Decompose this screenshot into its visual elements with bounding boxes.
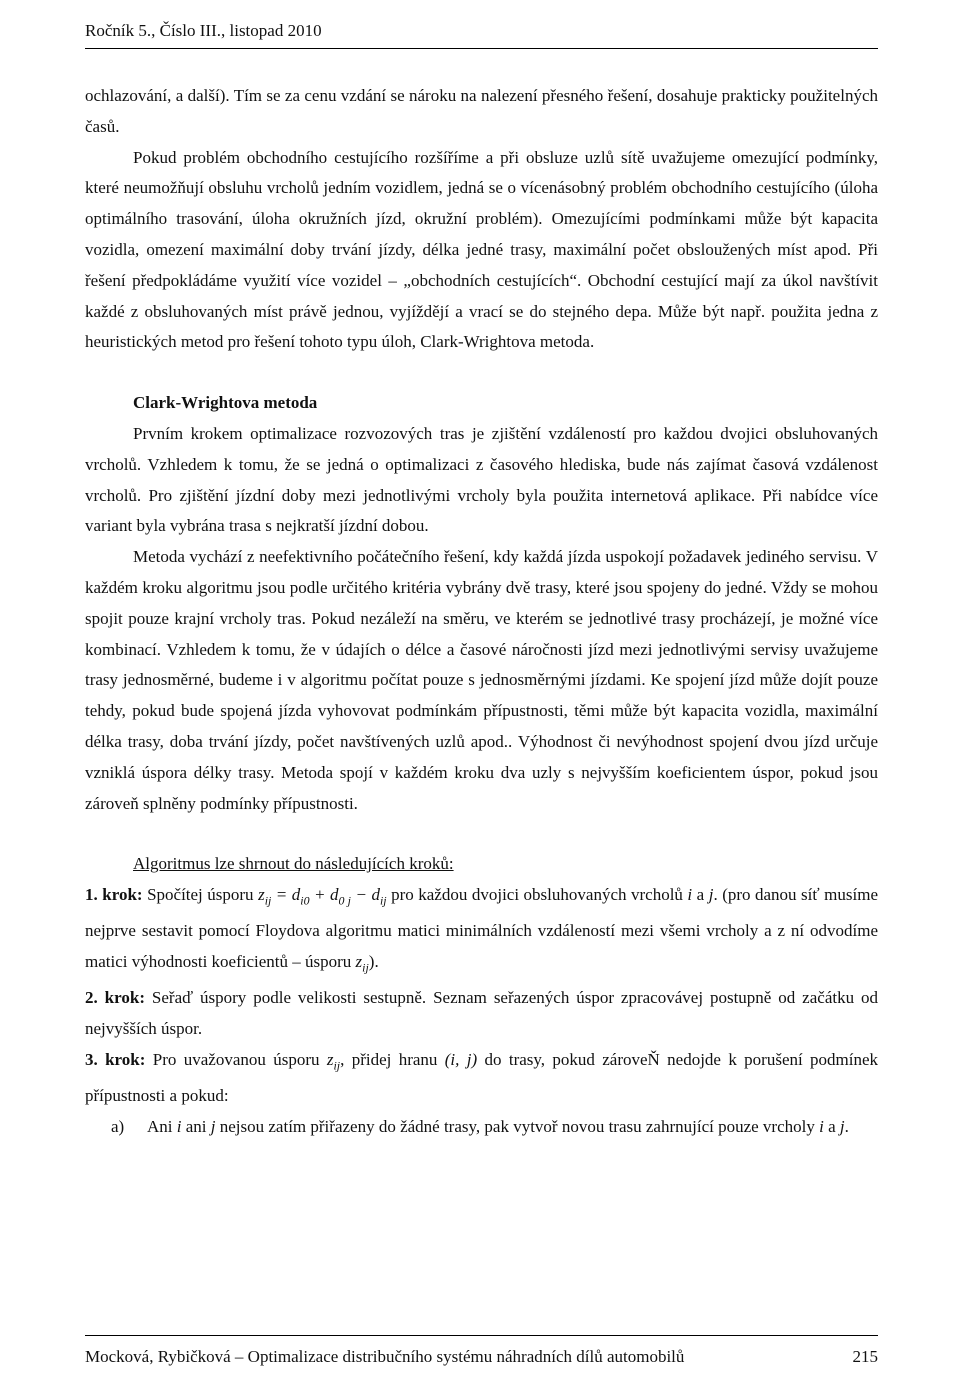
footer-authors-title: Mocková, Rybičková – Optimalizace distribučního systému náhradních dílů automobilů (85, 1347, 685, 1366)
var-j: j (839, 1116, 845, 1136)
condition-a-text-4: a (828, 1116, 836, 1136)
savings-formula: $z_{ij} = d_{i0} + d_{0 j} - d_{ij}$ (258, 885, 387, 908)
condition-a-text-1: Ani (147, 1116, 173, 1136)
condition-a-label: a) (111, 1116, 125, 1136)
body-text (85, 81, 878, 1143)
var-i: i (176, 1116, 182, 1136)
condition-a-text-2: ani (185, 1116, 207, 1136)
page-number: 215 (852, 1347, 878, 1366)
footer-rule (85, 1335, 878, 1336)
condition-a-text-3: nejsou zatím přiřazeny do žádné trasy, pak vytvoř novou trasu zahrnující pouze vrcholy (219, 1116, 815, 1136)
spacer (85, 819, 878, 849)
var-i: i (819, 1116, 824, 1136)
step-2-label: 2. krok: (85, 988, 145, 1008)
spacer (85, 358, 878, 388)
step-3-text-b: , přidej hranu (340, 1049, 438, 1069)
step-3-text-a: Pro uvažovanou úsporu (152, 1049, 320, 1069)
section-heading: Clark-Wrightova metoda (133, 393, 318, 413)
step-2-text: Seřaď úspory podle velikosti sestupně. Seznam seřazených úspor zpracovávej postupně od začátku od nejvyšších úspor. (85, 988, 879, 1039)
algorithm-title: Algoritmus lze shrnout do následujících kroků: (133, 854, 454, 874)
paragraph-4: Metoda vychází z neefektivního počátečního řešení, kdy každá jízda uspokojí požadavek jediného servisu. V každém kroku algoritmu jsou podle určitého kritéria vybrány dvě trasy, které jsou spojeny do jedné. Vždy se mohou spojit pouze krajní vrcholy tras. Pokud nezáleží na směru, ve kterém se jednotlivé trasy procházejí, je možné více kombinací. Vzhledem k tomu, že v údajích o délce a časové náročnosti jízd mezi jednotlivými servisy uvažujeme trasy jednosměrné, budeme i v algoritmu počítat pouze s jednosměrnými jízdami. Ke spojení jízd může dojít pouze tehdy, pokud bude spojená jízda vyhovovat podmínkám přípustnosti, těmi může být kapacita vozidla, maximální délka trasy, doba trvání jízdy, počet navštívených uzlů apod.. Výhodnost či nevýhodnost spojení dvou jízd určuje vzniklá úspora délky trasy. Metoda spojí v každém kroku dva uzly s nejvyšším koeficientem úspor, pokud jsou zároveň splněny podmínky přípustnosti. (85, 547, 878, 813)
journal-header: Ročník 5., Číslo III., listopad 2010 (85, 21, 322, 40)
step-1 (85, 880, 878, 983)
edge-ij: (i, j) (444, 1049, 478, 1069)
paragraph-3: Prvním krokem optimalizace rozvozových tras je zjištění vzdáleností pro každou dvojici obsluhovaných vrcholů. Vzhledem k tomu, že se jedná o optimalizaci z časového hlediska, bude nás zajímat časová vzdálenost vrcholů. Pro zjištění jízdní doby mezi jednotlivými vrcholy byla použita internetová aplikace. Při nabídce více variant byla vybrána trasa s nejkratší jízdní dobou. (85, 423, 878, 536)
step-3-text-c: do trasy, pokud zároveŇ nedojde k porušení podmínek přípustnosti a pokud: (85, 1049, 879, 1106)
condition-a (85, 1112, 878, 1143)
step-1-label: 1. krok: (85, 885, 143, 905)
var-zij: $z_{ij}$ (326, 1049, 341, 1073)
step-1-text-b: pro každou dvojici obsluhovaných vrcholů (391, 885, 683, 905)
step-1-text-c: a (696, 885, 705, 905)
var-j: j (210, 1116, 216, 1136)
step-1-text-a: Spočítej úsporu (147, 885, 254, 905)
var-j: j (708, 885, 714, 905)
paragraph-2: Pokud problém obchodního cestujícího rozšíříme a při obsluze uzlů sítě uvažujeme omezující podmínky, které neumožňují obsluhu vrcholů jedním vozidlem, jedná se o vícenásobný problém obchodního cestujícího (úloha optimálního trasování, úloha okružních jízd, okružní problém). Omezujícími podmínkami může být kapacita vozidla, omezení maximální doby trvání jízdy, délka jedné trasy, maximální počet obsloužených míst apod. Při řešení předpokládáme využití více vozidel – „obchodních cestujících“. Obchodní cestující mají za úkol navštívit každé z obsluhovaných míst právě jednou, vyjíždějí a vrací se do stejného depa. Může být např. použita jedna z heuristických metod pro řešení tohoto typu úloh, Clark-Wrightova metoda. (85, 147, 878, 352)
step-1-text-e: ). (368, 952, 379, 972)
step-2 (85, 983, 878, 1045)
condition-a-text-5: . (844, 1116, 849, 1136)
paragraph-1: ochlazování, a další). Tím se za cenu vzdání se nároku na nalezení přesného řešení, dosahuje prakticky použitelných časů. (85, 86, 878, 136)
var-i: i (687, 885, 693, 905)
step-1-text-d: . (pro danou síť musíme nejprve sestavit pomocí Floydova algoritmu matici minimálních vzdáleností mezi všemi vrcholy a z ní odvodíme matici výhodnosti koeficientů – úsporu (85, 885, 878, 972)
footer (85, 1346, 878, 1368)
header-rule (85, 48, 878, 49)
step-3-label: 3. krok: (85, 1049, 146, 1069)
var-zij: $z_{ij}$ (355, 952, 369, 975)
step-3 (85, 1045, 878, 1112)
